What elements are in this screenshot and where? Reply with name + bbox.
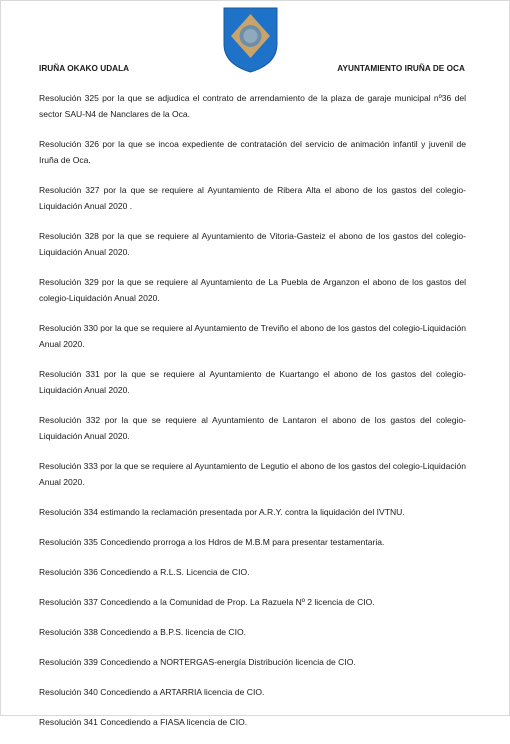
resolution-item: Resolución 332 por la que se requiere al Ayuntamiento de Lantaron el abono de los gastos del colegio-Liquidación Anual 2020. — [39, 415, 466, 441]
resolution-item: Resolución 329 por la que se requiere al Ayuntamiento de La Puebla de Arganzon el abono de los gastos del colegio-Liquidación Anual 2020. — [39, 277, 466, 303]
resolution-item: Resolución 326 por la que se incoa expediente de contratación del servicio de animación infantil y juvenil de Iruña de Oca. — [39, 139, 466, 165]
resolution-item: Resolución 334 estimando la reclamación presentada por A.R.Y. contra la liquidación del IVTNU. — [39, 507, 405, 517]
resolution-item: Resolución 336 Concediendo a R.L.S. Licencia de CIO. — [39, 567, 250, 577]
resolution-item: Resolución 335 Concediendo prorroga a los Hdros de M.B.M para presentar testamentaria. — [39, 537, 385, 547]
municipal-crest-icon — [222, 6, 279, 73]
document-header — [39, 64, 465, 78]
resolution-item: Resolución 328 por la que se requiere al Ayuntamiento de Vitoria-Gasteiz el abono de los gastos del colegio-Liquidación Anual 2020. — [39, 231, 466, 257]
resolution-item: Resolución 330 por la que se requiere al Ayuntamiento de Treviño el abono de los gastos del colegio-Liquidación Anual 2020. — [39, 323, 466, 349]
resolution-item: Resolución 339 Concediendo a NORTERGAS-energía Distribución licencia de CIO. — [39, 657, 356, 667]
resolution-item: Resolución 327 por la que se requiere al Ayuntamiento de Ribera Alta el abono de los gastos del colegio-Liquidación Anual 2020 . — [39, 185, 466, 211]
resolution-item: Resolución 340 Concediendo a ARTARRIA licencia de CIO. — [39, 687, 265, 697]
resolution-list — [39, 90, 466, 744]
header-left-title: IRUÑA OKAKO UDALA — [39, 64, 130, 73]
resolution-item: Resolución 341 Concediendo a FIASA licencia de CIO. — [39, 717, 248, 727]
resolution-item: Resolución 337 Concediendo a la Comunidad de Prop. La Razuela Nº 2 licencia de CIO. — [39, 597, 375, 607]
resolution-item: Resolución 333 por la que se requiere al Ayuntamiento de Legutio el abono de los gastos del colegio-Liquidación Anual 2020. — [39, 461, 467, 487]
resolution-item: Resolución 338 Concediendo a B.P.S. licencia de CIO. — [39, 627, 246, 637]
header-right-title: AYUNTAMIENTO IRUÑA DE OCA — [337, 64, 465, 73]
resolution-item: Resolución 325 por la que se adjudica el contrato de arrendamiento de la plaza de garaje municipal nº36 del sector SAU-N4 de Nanclares de la Oca. — [39, 93, 466, 119]
resolution-item: Resolución 331 por la que se requiere al Ayuntamiento de Kuartango el abono de los gastos del colegio-Liquidación Anual 2020. — [39, 369, 466, 395]
